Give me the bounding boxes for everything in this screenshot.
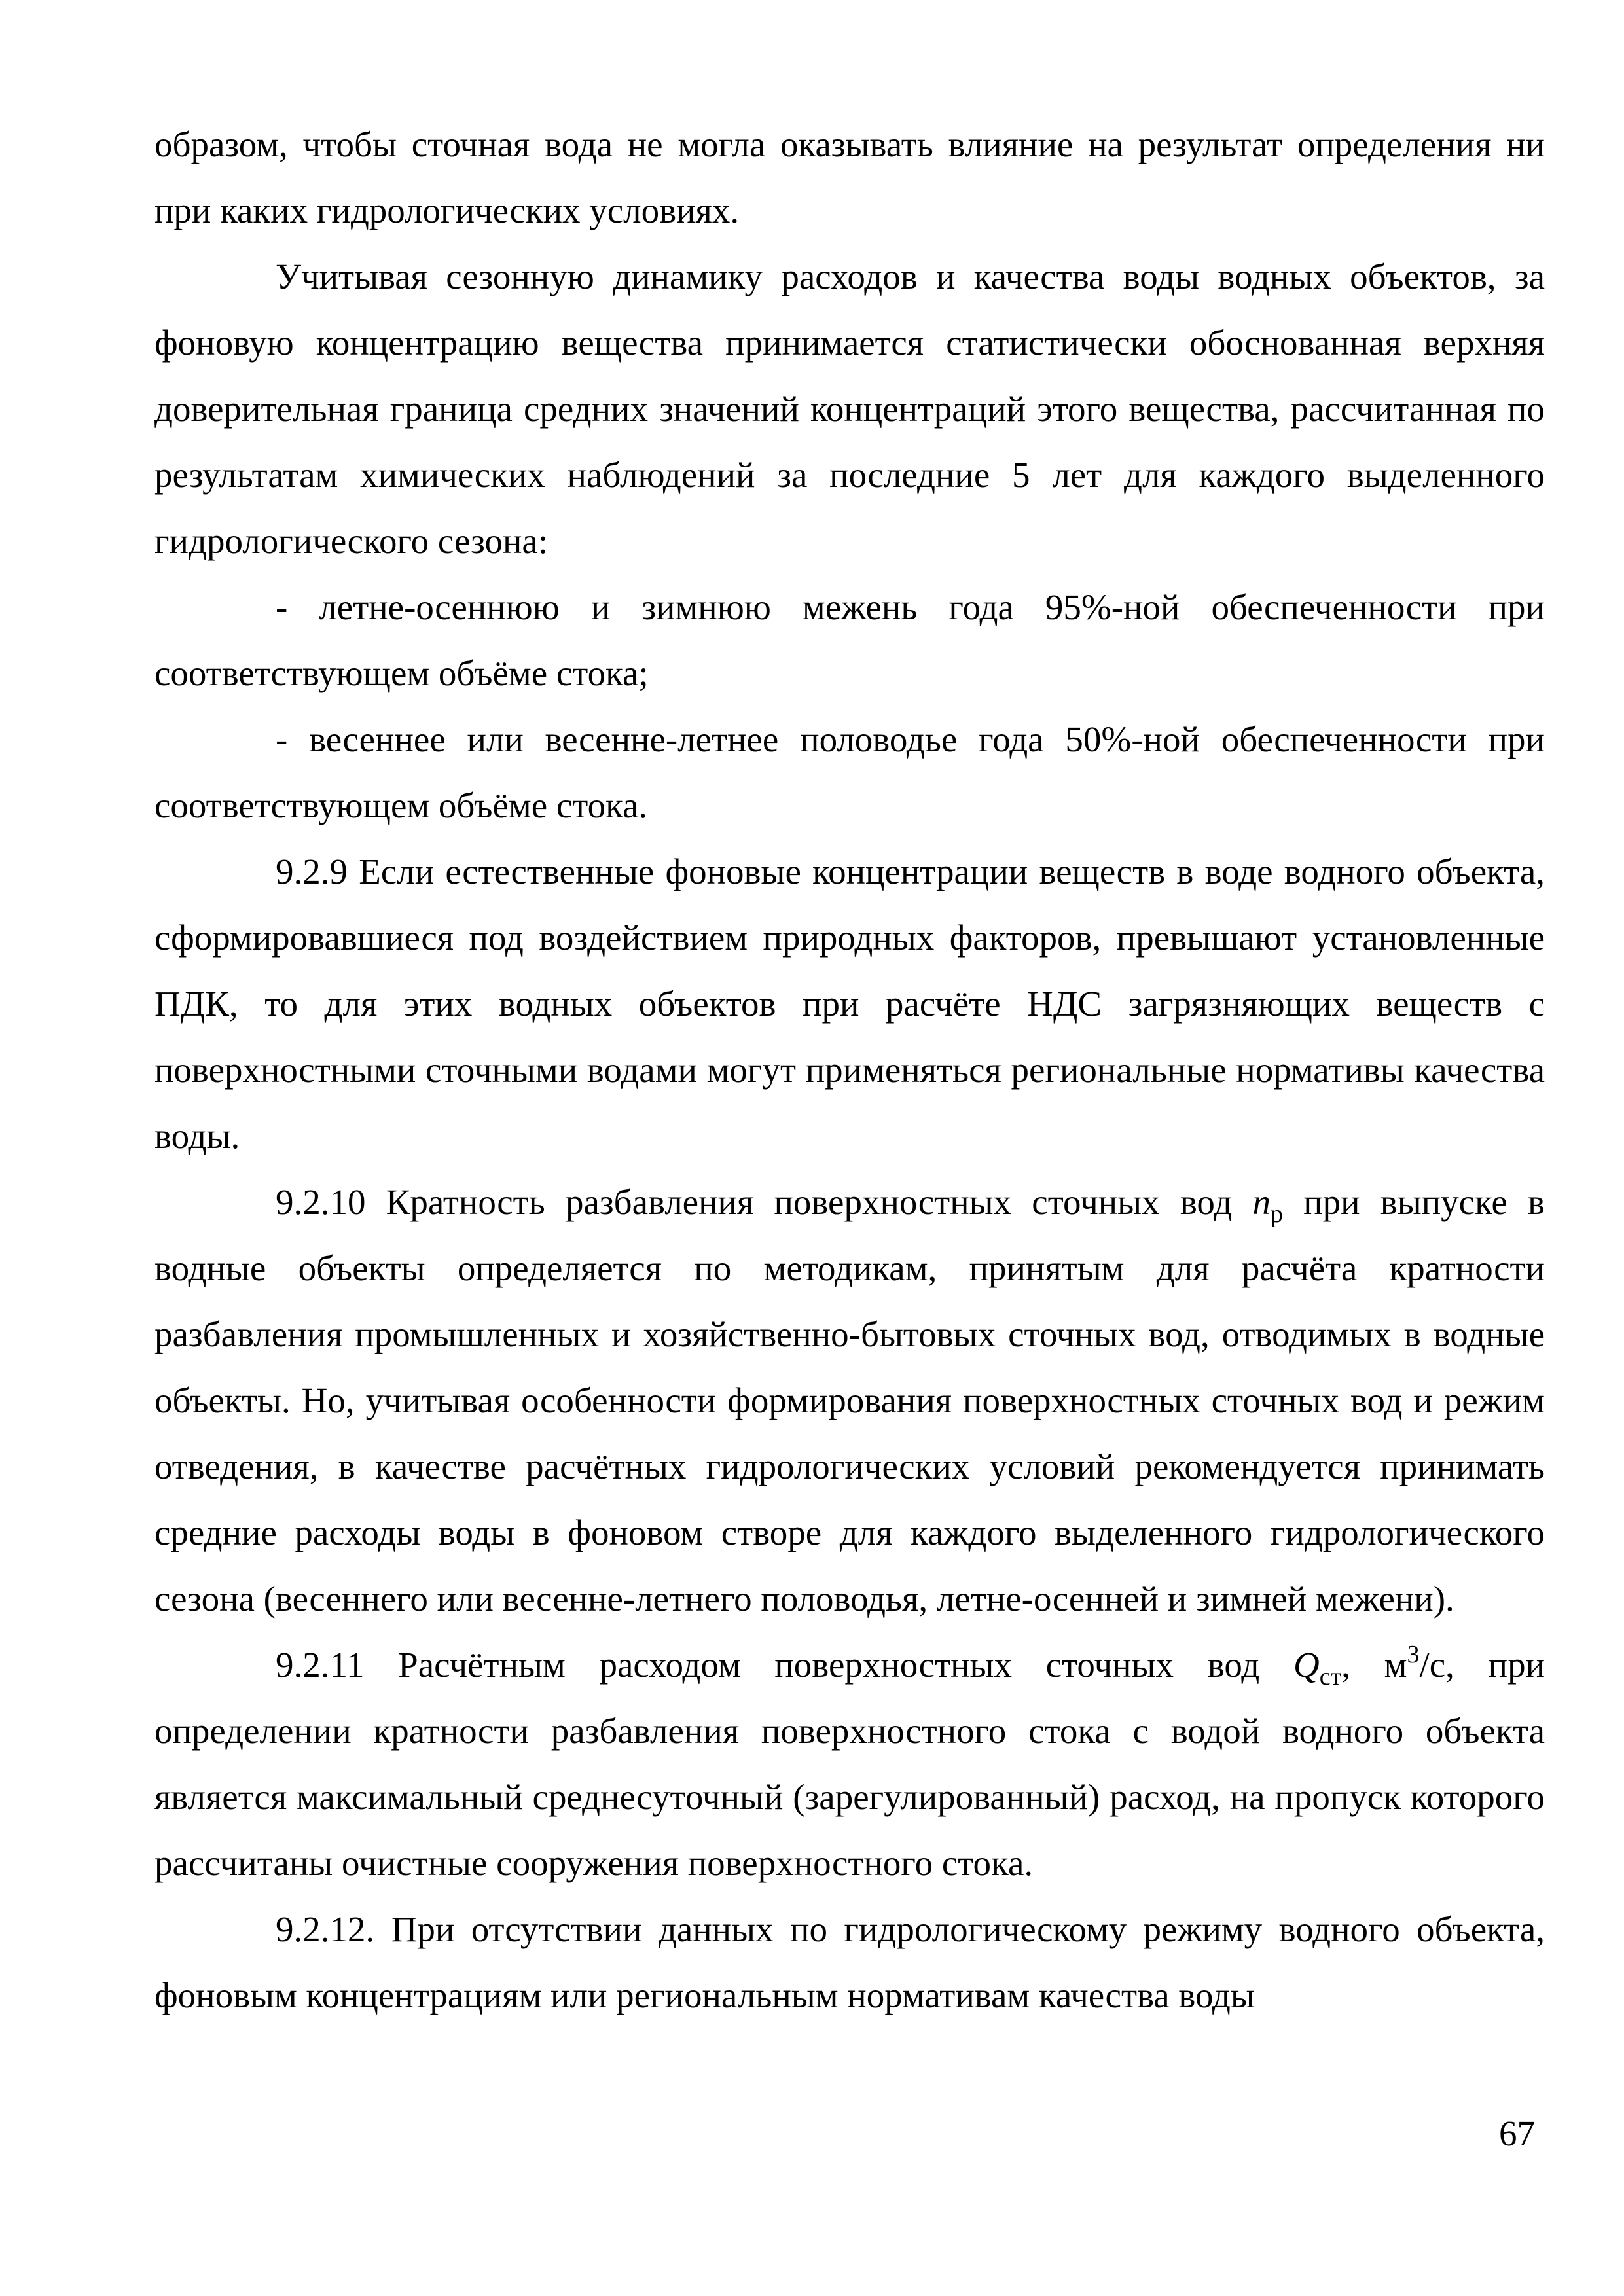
flow-variable-subscript: ст [1319, 1663, 1342, 1691]
list-item-flood: - весеннее или весенне-летнее половодье года 50%-ной обеспеченности при соответствующем объёме стока. [154, 719, 1545, 825]
paragraph-9-2-12: 9.2.12. При отсутствии данных по гидрологическому режиму водного объекта, фоновым концентрациям или региональным нормативам качества воды [154, 1909, 1545, 2015]
p6-text-after: при выпуске в водные объекты определяется по методикам, принятым для расчёта кратности разбавления промышленных и хозяйственно-бытовых сточных вод, отводимых в водные объекты. Но, учитывая особенности формирования поверхностных сточных вод и режим отведения, в качестве расчётных гидрологических условий рекомендуется принимать средние расходы воды в фоновом створе для каждого выделенного гидрологического сезона (весеннего или весенне-летнего половодья, летне-осенней и зимней межени). [154, 1182, 1545, 1619]
flow-variable: Q [1293, 1645, 1320, 1685]
p7-text-before: 9.2.11 Расчётным расходом поверхностных сточных вод [276, 1645, 1293, 1685]
document-page [154, 111, 1545, 2028]
paragraph-continuation: образом, чтобы сточная вода не могла оказывать влияние на результат определения ни при каких гидрологических условиях. [154, 124, 1545, 230]
unit-prefix: , м [1341, 1645, 1407, 1685]
dilution-variable: n [1252, 1182, 1271, 1222]
paragraph-9-2-10 [154, 1169, 1545, 1632]
paragraph-9-2-11 [154, 1632, 1545, 1896]
paragraph-9-2-9: 9.2.9 Если естественные фоновые концентрации веществ в воде водного объекта, сформировавшиеся под воздействием природных факторов, превышают установленные ПДК, то для этих водных объектов при расчёте НДС загрязняющих веществ с поверхностными сточными водами могут применяться региональные нормативы качества воды. [154, 852, 1545, 1156]
dilution-variable-subscript: р [1271, 1200, 1284, 1228]
p6-text-before: 9.2.10 Кратность разбавления поверхностных сточных вод [276, 1182, 1253, 1222]
page-number: 67 [1499, 2113, 1535, 2153]
unit-superscript: 3 [1407, 1641, 1420, 1668]
list-item-low-water: - летне-осеннюю и зимнюю межень года 95%-ной обеспеченности при соответствующем объёме стока; [154, 587, 1545, 693]
paragraph-background-concentration: Учитывая сезонную динамику расходов и качества воды водных объектов, за фоновую концентрацию вещества принимается статистически обоснованная верхняя доверительная граница средних значений концентраций этого вещества, рассчитанная по результатам химических наблюдений за последние 5 лет для каждого выделенного гидрологического сезона: [154, 257, 1545, 561]
p7-text-after: /с, при определении кратности разбавления поверхностного стока с водой водного объекта является максимальный среднесуточный (зарегулированный) расход, на пропуск которого рассчитаны очистные сооружения поверхностного стока. [154, 1645, 1545, 1883]
